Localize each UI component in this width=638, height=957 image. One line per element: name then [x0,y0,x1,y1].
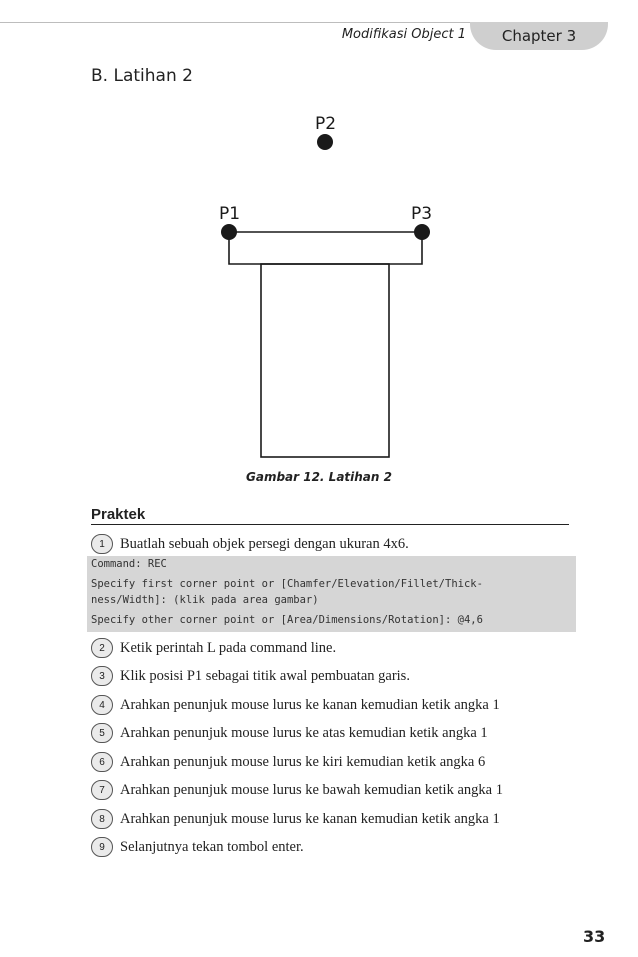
step-1 [91,533,409,555]
step-text: Ketik perintah L pada command line. [120,639,337,656]
step-number-badge: 6 [91,752,113,772]
step-4 [91,694,500,716]
practice-title: Praktek [91,506,146,523]
command-line-2: Specify first corner point or [Chamfer/Elevation/Fillet/Thick- [91,578,483,590]
step-text: Arahkan penunjuk mouse lurus ke atas kemudian ketik angka 1 [120,724,488,741]
step-text: Arahkan penunjuk mouse lurus ke kanan kemudian ketik angka 1 [120,810,500,827]
label-p1: P1 [219,204,241,224]
point-p1 [221,224,237,240]
step-number-badge: 4 [91,695,113,715]
step-number-badge: 1 [91,534,113,554]
command-line-4: Specify other corner point or [Area/Dimensions/Rotation]: @4,6 [91,614,483,626]
step-text: Selanjutnya tekan tombol enter. [120,838,304,855]
page-number: 33 [583,927,606,946]
step-3 [91,665,410,687]
step-number-badge: 5 [91,723,113,743]
practice-divider [91,524,569,525]
line-path [229,232,422,264]
step-text: Arahkan penunjuk mouse lurus ke kiri kemudian ketik angka 6 [120,753,486,770]
step-number-badge: 8 [91,809,113,829]
step-7 [91,779,503,801]
step-number-badge: 7 [91,780,113,800]
label-p2: P2 [315,114,337,134]
step-5 [91,722,488,744]
step-text: Klik posisi P1 sebagai titik awal pembuatan garis. [120,667,410,684]
header-section-title: Modifikasi Object 1 [341,27,466,42]
command-line-3: ness/Width]: (klik pada area gambar) [91,594,319,606]
step-number-badge: 2 [91,638,113,658]
step-number-badge: 9 [91,837,113,857]
step-9 [91,836,304,858]
step-text: Arahkan penunjuk mouse lurus ke bawah kemudian ketik angka 1 [120,781,503,798]
step-2 [91,637,336,659]
label-p3: P3 [411,204,433,224]
point-p3 [414,224,430,240]
step-text: Arahkan penunjuk mouse lurus ke kanan kemudian ketik angka 1 [120,696,500,713]
step-6 [91,751,485,773]
step-8 [91,808,500,830]
point-p2 [317,134,333,150]
command-line-1: Command: REC [91,558,167,570]
step-text: Buatlah sebuah objek persegi dengan ukuran 4x6. [120,535,409,552]
section-title: B. Latihan 2 [91,66,193,86]
figure-caption: Gambar 12. Latihan 2 [246,470,392,484]
square-outline [261,264,389,457]
chapter-tab: Chapter 3 [470,22,608,50]
step-number-badge: 3 [91,666,113,686]
